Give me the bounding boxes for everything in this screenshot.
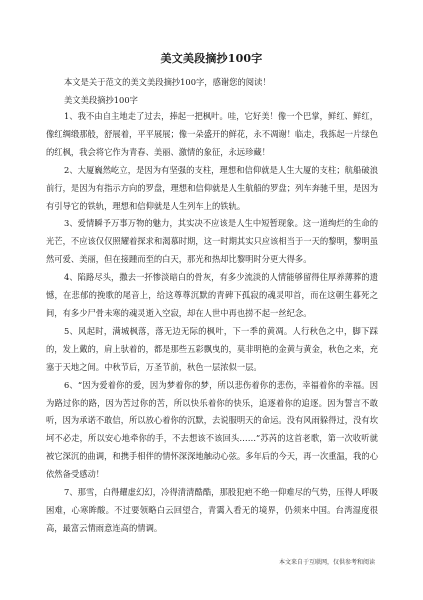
paragraph: 2、大厦巍然屹立，是因为有坚强的支柱，理想和信仰就是人生大厦的支柱；航船破浪前行，是因为有指示方向的罗盘，理想和信仰就是人生航船的罗盘；列车奔驰千里，是因为有引导它的铁轨，理想和信仰就是人生列车上的铁轨。 xyxy=(46,164,378,211)
intro-line: 本文是关于范文的美文美段摘抄100字，感谢您的阅读！ xyxy=(64,77,271,87)
paragraph-list xyxy=(46,108,378,538)
paragraph: 3、爱情瞬予万事万物的魅力，其实决不应该是人生中短暂现象。这一道绚烂的生命的光芒，不应该仅仅照耀着探求和渴慕时期，这一时期其实只应该相当于一天的黎明，黎明虽然可爱、美丽，但在接踵而至的白天，那光和热却比黎明时分更大得多。 xyxy=(46,218,378,265)
paragraph: 7、那雪，白得耀虚幻幻，冷得清清酷酷，那股犯疤不绝一仰难尽的气势，压得人呼吸困难，心寒眸酸。不过要领略白云回望合，青霭入看无的境界，仍须来中国。台湾湿度很高，最富云情雨意连高的情调。 xyxy=(46,487,378,533)
paragraph: 4、陷路尽头，撒去一抔惨淡暗白的骨灰，有多少流淡的人情能够留得住厚养薄葬的遗憾，在悲郁的挽歌的尾音上，给这尊尊沉默的青碑下孤寂的魂灵叩首，而在这朝生暮死之间，有多少尸骨未寒的魂灵逝入空寂，却在人世中再也捞不起一丝纪念。 xyxy=(46,272,378,318)
document-title: 美文美段摘抄100字 xyxy=(160,52,263,65)
footer-note: 本文来自于互联网，仅供参考和阅读 xyxy=(278,559,375,566)
subtitle-line: 美文美段摘抄100字 xyxy=(64,95,138,105)
paragraph: 6、“因为爱着你的爱，因为梦着你的梦，所以悲伤着你的悲伤，幸福着你的幸福。因为路过你的路，因为苦过你的苦，所以快乐着你的快乐，追逐着你的追逐。因为誓言不敢听，因为承诺不敢信，所以放心着你的沉默，去说服明天的命运。没有风雨躲得过，没有坎坷不必走，所以安心地牵你的手，不去想该不该回头……”苏芮的这首老歌，第一次收听就被它深沉的曲调，和携手相伴的情怀深深地触动心弦。多年后的今天，再一次重温，我的心依然备受感动！ xyxy=(46,379,378,480)
paragraph: 5、风起时，满城枫落，落无边无际的枫叶，下一季的黄凋。人行秋色之中，脚下踩的，发上戴的，肩上驮着的，都是那些五彩飘曳的，莫非明艳的金黄与黄金，秋色之来，充塞于天地之间。中秋节后，万圣节前，秋色一层浓似一层。 xyxy=(46,325,378,372)
paragraph: 1、我不由自主地走了过去，捧起一把枫叶。哇，它好美！像一个巴掌，鲜红、鲜红，像红绸缎那般，舒展着，平平展展；像一朵盛开的鲜花，永不凋谢！临走，我拣起一片绿色的红枫，我会将它作为青春、美丽、激情的象征，永远珍藏！ xyxy=(46,111,378,157)
